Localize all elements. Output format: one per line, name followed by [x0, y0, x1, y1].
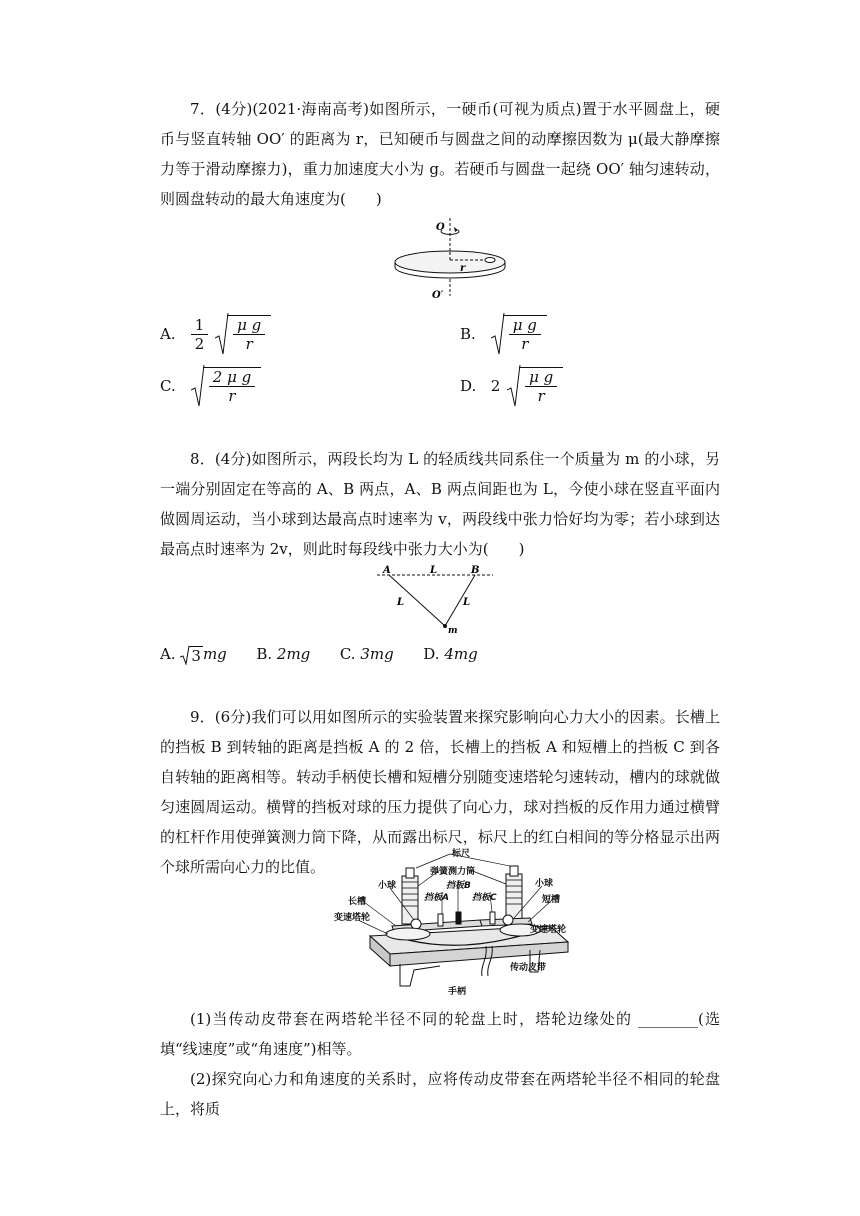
q7-option-b-sqrt: $\frac{\text{μ g}}{r}$ [491, 312, 547, 356]
q7-option-b[interactable]: B. $\frac{\text{μ g}}{r}$ [460, 312, 547, 356]
q7-option-d-coefficient: 2 [490, 377, 501, 395]
q9-fig-label-pidai: 传动皮带 [510, 963, 547, 973]
q8-options [160, 642, 478, 666]
q8-fig-label-l-top: L [430, 565, 438, 576]
q8-fig-label-l-right: L [463, 597, 471, 608]
q8-option-c[interactable]: C. 3mg [339, 645, 394, 663]
q8-stem: 8．(4分)如图所示，两段长均为 L 的轻质线共同系住一个质量为 m 的小球，另一端分别固定在等高的 A、B 两点，A、B 两点间距也为 L，今使小球在竖直平面内做圆周运动，当小球到达最高点时速率为 v，两段线中张力恰好均为零；若小球到达最高点时速率为 2v，则此时每段线中张力大小为( ) [160, 450, 720, 558]
q7-option-a[interactable]: A. $\frac{1}{2}$ $\frac{\text{μ g}}{r}$ [160, 312, 271, 356]
q8-fig-label-b: B [471, 565, 480, 576]
q7-option-c-sqrt: $\frac{\text{2 μ g}}{r}$ [191, 364, 261, 408]
q9-fig-label-xiaoqiu-left: 小球 [378, 881, 397, 891]
q7-stem: 7．(4分)(2021·海南高考)如图所示，一硬币(可视为质点)置于水平圆盘上，硬币与竖直转轴 OO′ 的距离为 r，已知硬币与圆盘之间的动摩擦因数为 μ(最大静摩擦力等于滑动摩擦力)，重力加速度大小为 g。若硬币与圆盘一起绕 OO′ 轴匀速转动，则圆盘转动的最大角速度为( ) [160, 100, 720, 208]
q9-fig-label-shoubing: 手柄 [448, 987, 467, 997]
q7-figure-rotating-disk [390, 218, 520, 302]
q8-option-b[interactable]: B. 2mg [256, 645, 311, 663]
q8-option-a-sqrt: 3 [180, 645, 203, 665]
q7-option-d[interactable]: D. 2 $\frac{\text{μ g}}{r}$ [460, 364, 563, 408]
q9-figure-centripetal-apparatus [330, 846, 580, 998]
q9-subquestion-1: (1)当传动皮带套在两塔轮半径不同的轮盘上时，塔轮边缘处的 ________(选填“线速度”或“角速度”)相等。 [160, 1010, 720, 1058]
q9-fig-label-dangban-c: 挡板C [472, 893, 497, 903]
q9-stem: 9．(6分)我们可以用如图所示的实验装置来探究影响向心力大小的因素。长槽上的挡板 B 到转轴的距离是挡板 A 的 2 倍，长槽上的挡板 A 和短槽上的挡板 C 到各自转轴的距离相等。转动手柄使长槽和短槽分别随变速塔轮匀速转动，槽内的球就做匀速圆周运动。横臂的挡板对球的压力提供了向心力，球对挡板的反作用力通过横臂的杠杆作用使弹簧测力筒下降，从而露出标尺，标尺上的红白相间的等分格显示出两个球所需向心力的比值。 [160, 708, 720, 876]
q7-option-c[interactable]: C. $\frac{\text{2 μ g}}{r}$ [160, 364, 261, 408]
q9-fig-label-dangban-b: 挡板B [446, 881, 471, 891]
q9-fig-label-biaochi: 标尺 [452, 849, 471, 859]
q9-fig-label-dangban-a: 挡板A [424, 893, 449, 903]
q8-fig-label-a: A [383, 565, 391, 576]
q7-fig-label-o-prime: O′ [432, 290, 444, 301]
q8-figure-string-ball [375, 563, 495, 635]
q9-fig-label-duancao: 短槽 [542, 895, 561, 905]
q8-option-a[interactable]: A. 3 mg [160, 645, 227, 665]
q7-fig-label-r: r [460, 263, 466, 274]
q7-fig-label-o: O [436, 222, 445, 233]
q9-fig-label-talun-right: 变速塔轮 [530, 925, 567, 935]
q7-option-a-sqrt: $\frac{\text{μ g}}{r}$ [215, 312, 271, 356]
q8-fig-label-m: m [448, 626, 458, 635]
q8-fig-label-l-left: L [397, 597, 405, 608]
q9-fig-label-tanhuang: 弹簧测力筒 [430, 867, 476, 877]
q9-fig-label-xiaoqiu-right: 小球 [535, 879, 554, 889]
q9-fig-label-changcao: 长槽 [348, 897, 367, 907]
q9-subquestion-2: (2)探究向心力和角速度的关系时，应将传动皮带套在两塔轮半径不相同的轮盘上，将质 [160, 1070, 720, 1118]
q8-option-d[interactable]: D. 4mg [423, 645, 478, 663]
q7-option-d-sqrt: $\frac{\text{μ g}}{r}$ [507, 364, 563, 408]
q7-option-a-coefficient: $\frac{1}{2}$ [191, 316, 209, 353]
q9-fig-label-talun-left: 变速塔轮 [334, 913, 371, 923]
